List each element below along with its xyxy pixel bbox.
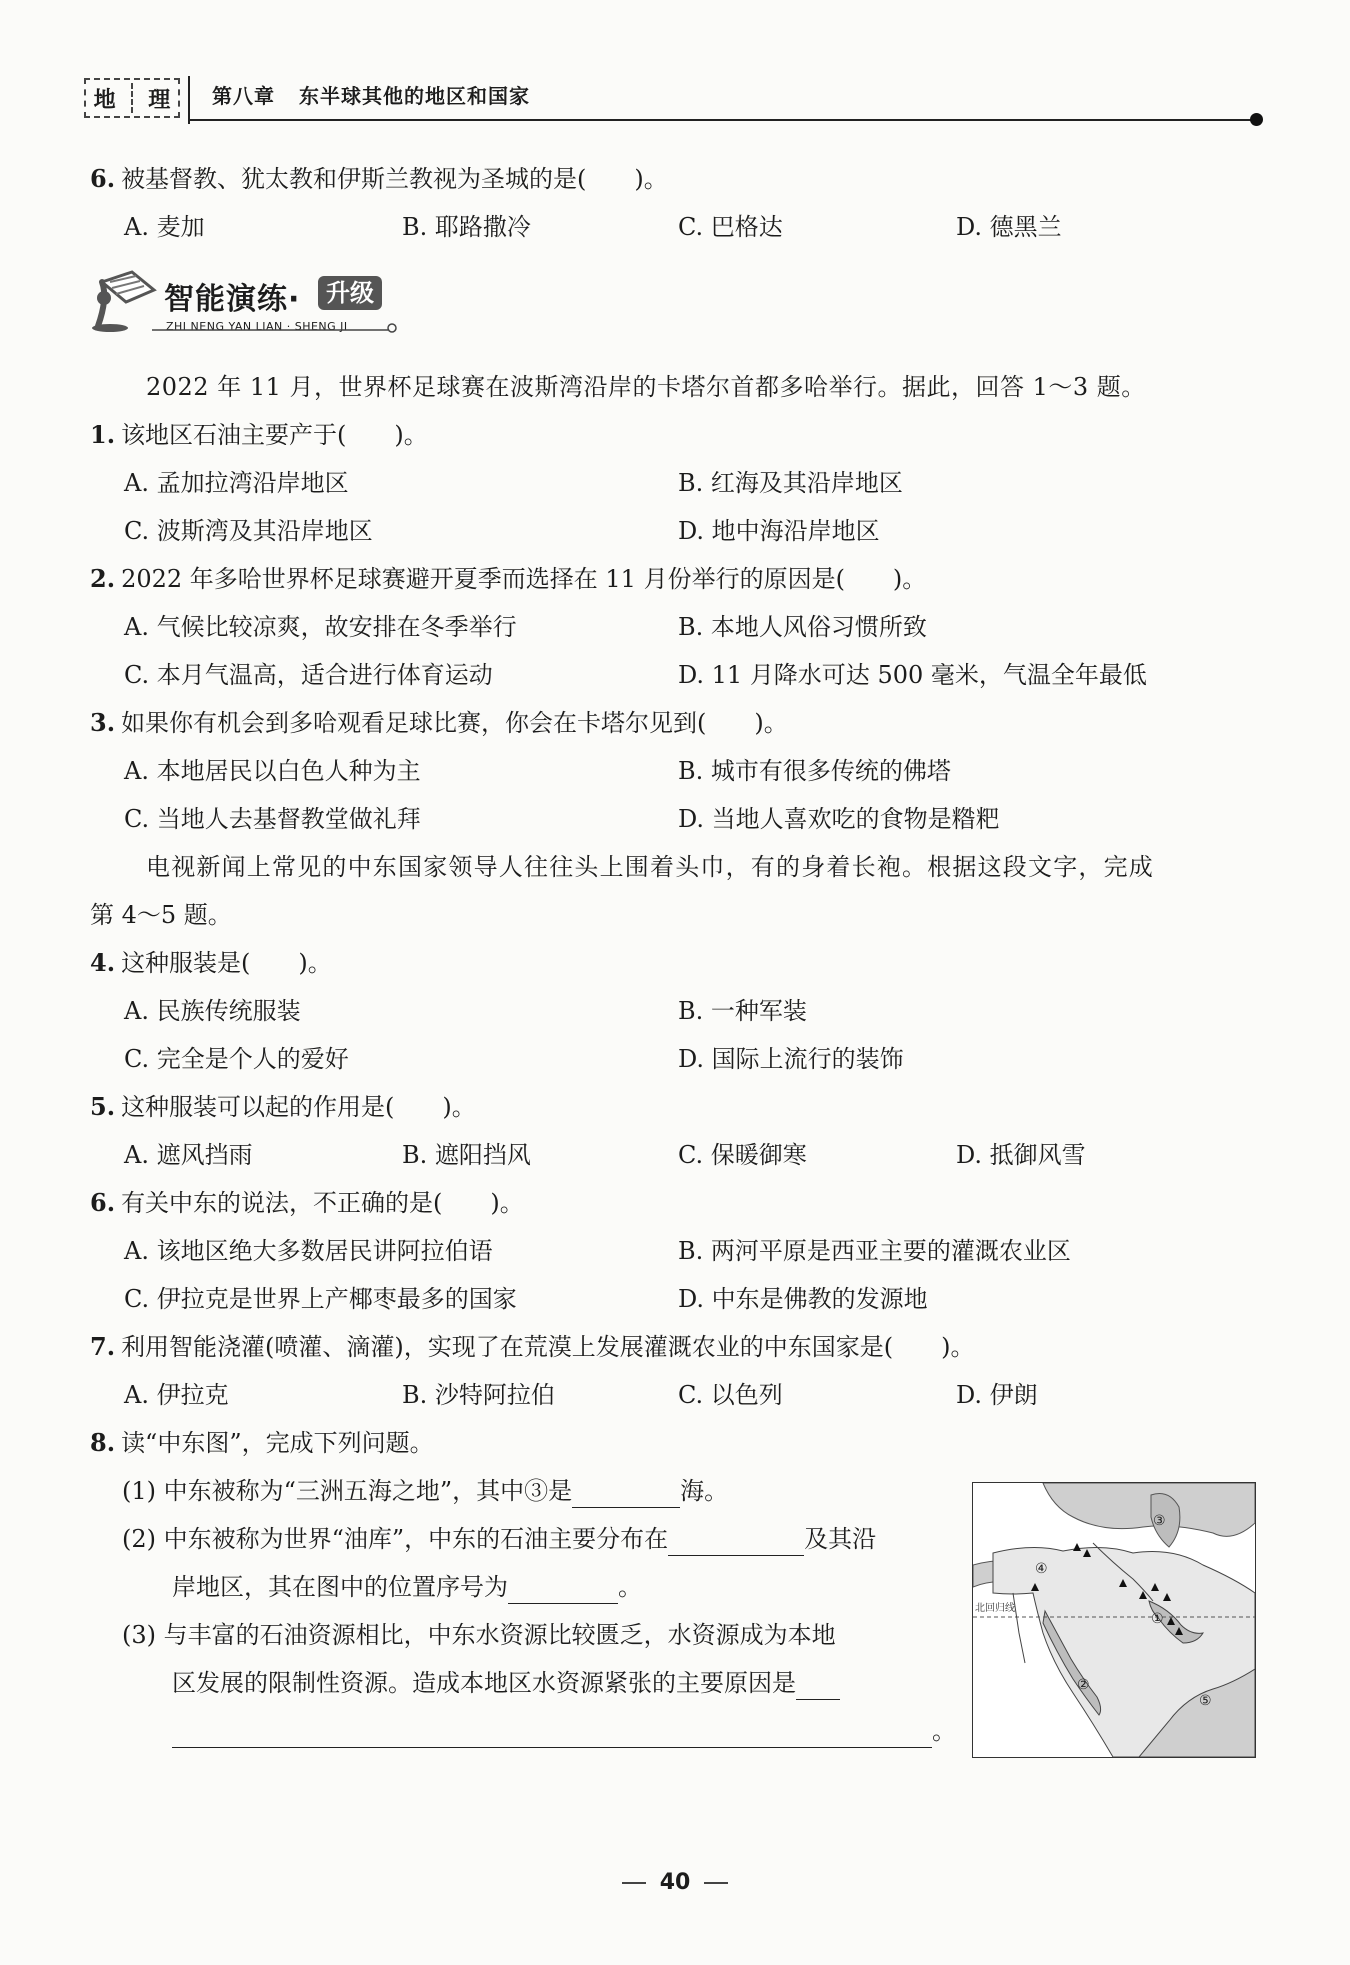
question-3 <box>90 706 788 740</box>
intro-paragraph-2-cont: 第 4～5 题。 <box>90 901 232 929</box>
question-number: 1. <box>90 420 116 449</box>
question-stem: 该地区石油主要产于( )。 <box>121 421 428 449</box>
map-label-3: ③ <box>1153 1513 1166 1529</box>
option-c: C. 伊拉克是世界上产椰枣最多的国家 <box>124 1285 517 1313</box>
question-stem: 读“中东图”，完成下列问题。 <box>121 1429 434 1457</box>
question-stem: 2022 年多哈世界杯足球赛避开夏季而选择在 11 月份举行的原因是( )。 <box>121 565 927 593</box>
answer-blank[interactable] <box>572 1481 680 1508</box>
question-number: 4. <box>90 948 116 977</box>
q8-part-2-text-2: 岸地区，其在图中的位置序号为 <box>172 1573 508 1601</box>
subject-divider <box>131 83 133 113</box>
option-b: B. 红海及其沿岸地区 <box>678 469 903 497</box>
option-b: B. 城市有很多传统的佛塔 <box>678 757 951 785</box>
section-subtitle: ZHI NENG YAN LIAN · SHENG JI <box>166 320 348 333</box>
middle-east-map <box>972 1482 1256 1758</box>
option-d: D. 地中海沿岸地区 <box>678 517 880 545</box>
intro-paragraph-1: 2022 年 11 月，世界杯足球赛在波斯湾沿岸的卡塔尔首都多哈举行。据此，回答 1～3 题。 <box>146 373 1146 401</box>
q8-part-2 <box>122 1522 876 1556</box>
question-2 <box>90 562 926 596</box>
option-c: C. 以色列 <box>678 1381 783 1409</box>
map-label-4: ④ <box>1035 1561 1048 1577</box>
question-7 <box>90 1330 975 1364</box>
option-a: A. 伊拉克 <box>124 1381 229 1409</box>
header-rule-dot <box>1250 113 1263 126</box>
answer-blank[interactable] <box>796 1673 840 1700</box>
q8-part-1 <box>122 1474 728 1508</box>
question-1 <box>90 418 428 452</box>
q8-part-3-text-2: 区发展的限制性资源。造成本地区水资源紧张的主要原因是 <box>172 1669 796 1697</box>
option-a: A. 孟加拉湾沿岸地区 <box>124 469 349 497</box>
q8-part-3-answer-line <box>172 1714 956 1748</box>
option-b: B. 两河平原是西亚主要的灌溉农业区 <box>678 1237 1071 1265</box>
question-stem: 这种服装是( )。 <box>121 949 332 977</box>
option-c: C. 保暖御寒 <box>678 1141 807 1169</box>
option-c: C. 完全是个人的爱好 <box>124 1045 349 1073</box>
question-number: 6. <box>90 164 116 193</box>
question-6 <box>90 1186 524 1220</box>
option-a: A. 气候比较凉爽，故安排在冬季举行 <box>124 613 517 641</box>
option-b: B. 一种军装 <box>678 997 807 1025</box>
question-stem: 被基督教、犹太教和伊斯兰教视为圣城的是( )。 <box>121 165 668 193</box>
subject-char-1: 地 <box>93 87 116 113</box>
option-c: C. 本月气温高，适合进行体育运动 <box>124 661 493 689</box>
question-number: 2. <box>90 564 116 593</box>
tropic-label: 北回归线 <box>975 1603 1015 1614</box>
section-underline <box>88 314 418 334</box>
option-c: C. 当地人去基督教堂做礼拜 <box>124 805 421 833</box>
option-a: A. 民族传统服装 <box>124 997 301 1025</box>
question-number: 5. <box>90 1092 116 1121</box>
question-8 <box>90 1426 434 1460</box>
option-a: A. 该地区绝大多数居民讲阿拉伯语 <box>124 1237 493 1265</box>
page-number-dash-right <box>704 1882 728 1884</box>
question-number: 3. <box>90 708 116 737</box>
header-rule <box>188 119 1258 121</box>
q8-part-3: (3) 与丰富的石油资源相比，中东水资源比较匮乏，水资源成为本地 <box>122 1621 836 1649</box>
option-d: D. 伊朗 <box>956 1381 1038 1409</box>
section-tag: 升级 <box>318 276 382 310</box>
q8-part-1-end: 海。 <box>680 1477 729 1505</box>
chapter-title: 东半球其他的地区和国家 <box>299 84 530 108</box>
question-number: 8. <box>90 1428 116 1457</box>
q8-part-2-mid: 及其沿 <box>804 1525 877 1553</box>
question-stem: 有关中东的说法，不正确的是( )。 <box>121 1189 524 1217</box>
page-number: 40 <box>659 1870 691 1895</box>
answer-blank[interactable] <box>172 1721 932 1748</box>
q8-part-1-text: (1) 中东被称为“三洲五海之地”，其中③是 <box>122 1477 573 1505</box>
option-c: C. 巴格达 <box>678 213 783 241</box>
section-badge <box>88 268 418 338</box>
option-d: D. 当地人喜欢吃的食物是糌粑 <box>678 805 1000 833</box>
chapter-number: 第八章 <box>212 84 275 108</box>
map-label-2: ② <box>1077 1677 1090 1693</box>
subject-box <box>84 78 180 118</box>
question-stem: 这种服装可以起的作用是( )。 <box>121 1093 476 1121</box>
option-d: D. 国际上流行的装饰 <box>678 1045 904 1073</box>
question-5 <box>90 1090 476 1124</box>
q8-part-2-text: (2) 中东被称为世界“油库”，中东的石油主要分布在 <box>122 1525 669 1553</box>
option-b: B. 本地人风俗习惯所致 <box>678 613 927 641</box>
question-stem: 如果你有机会到多哈观看足球比赛，你会在卡塔尔见到( )。 <box>121 709 788 737</box>
q8-part-3-cont <box>172 1666 840 1700</box>
map-drawing <box>973 1483 1255 1757</box>
page-number-dash-left <box>622 1882 646 1884</box>
option-b: B. 沙特阿拉伯 <box>402 1381 555 1409</box>
option-a: A. 本地居民以白色人种为主 <box>124 757 421 785</box>
option-a: A. 麦加 <box>124 213 205 241</box>
option-c: C. 波斯湾及其沿岸地区 <box>124 517 373 545</box>
answer-blank[interactable] <box>508 1577 618 1604</box>
subject-char-2: 理 <box>148 87 171 113</box>
page-number-footer <box>0 1870 1350 1895</box>
q8-part-3-end: 。 <box>932 1717 956 1745</box>
map-label-1: ① <box>1151 1611 1164 1627</box>
section-title: 智能演练· <box>164 282 301 317</box>
option-d: D. 11 月降水可达 500 毫米，气温全年最低 <box>678 661 1147 689</box>
q8-part-2-end: 。 <box>618 1573 642 1601</box>
option-b: B. 遮阳挡风 <box>402 1141 531 1169</box>
prev-question-6 <box>90 162 668 196</box>
intro-paragraph-2: 电视新闻上常见的中东国家领导人往往头上围着头巾，有的身着长袍。根据这段文字，完成 <box>146 853 1154 881</box>
option-d: D. 中东是佛教的发源地 <box>678 1285 928 1313</box>
chapter-heading <box>212 80 530 109</box>
answer-blank[interactable] <box>668 1529 804 1556</box>
question-number: 7. <box>90 1332 116 1361</box>
map-label-5: ⑤ <box>1199 1693 1212 1709</box>
option-d: D. 德黑兰 <box>956 213 1062 241</box>
option-d: D. 抵御风雪 <box>956 1141 1086 1169</box>
question-stem: 利用智能浇灌(喷灌、滴灌)，实现了在荒漠上发展灌溉农业的中东国家是( )。 <box>121 1333 975 1361</box>
header-divider <box>188 76 190 124</box>
option-a: A. 遮风挡雨 <box>124 1141 253 1169</box>
question-4 <box>90 946 332 980</box>
question-number: 6. <box>90 1188 116 1217</box>
q8-part-2-cont <box>172 1570 642 1604</box>
option-b: B. 耶路撒冷 <box>402 213 531 241</box>
